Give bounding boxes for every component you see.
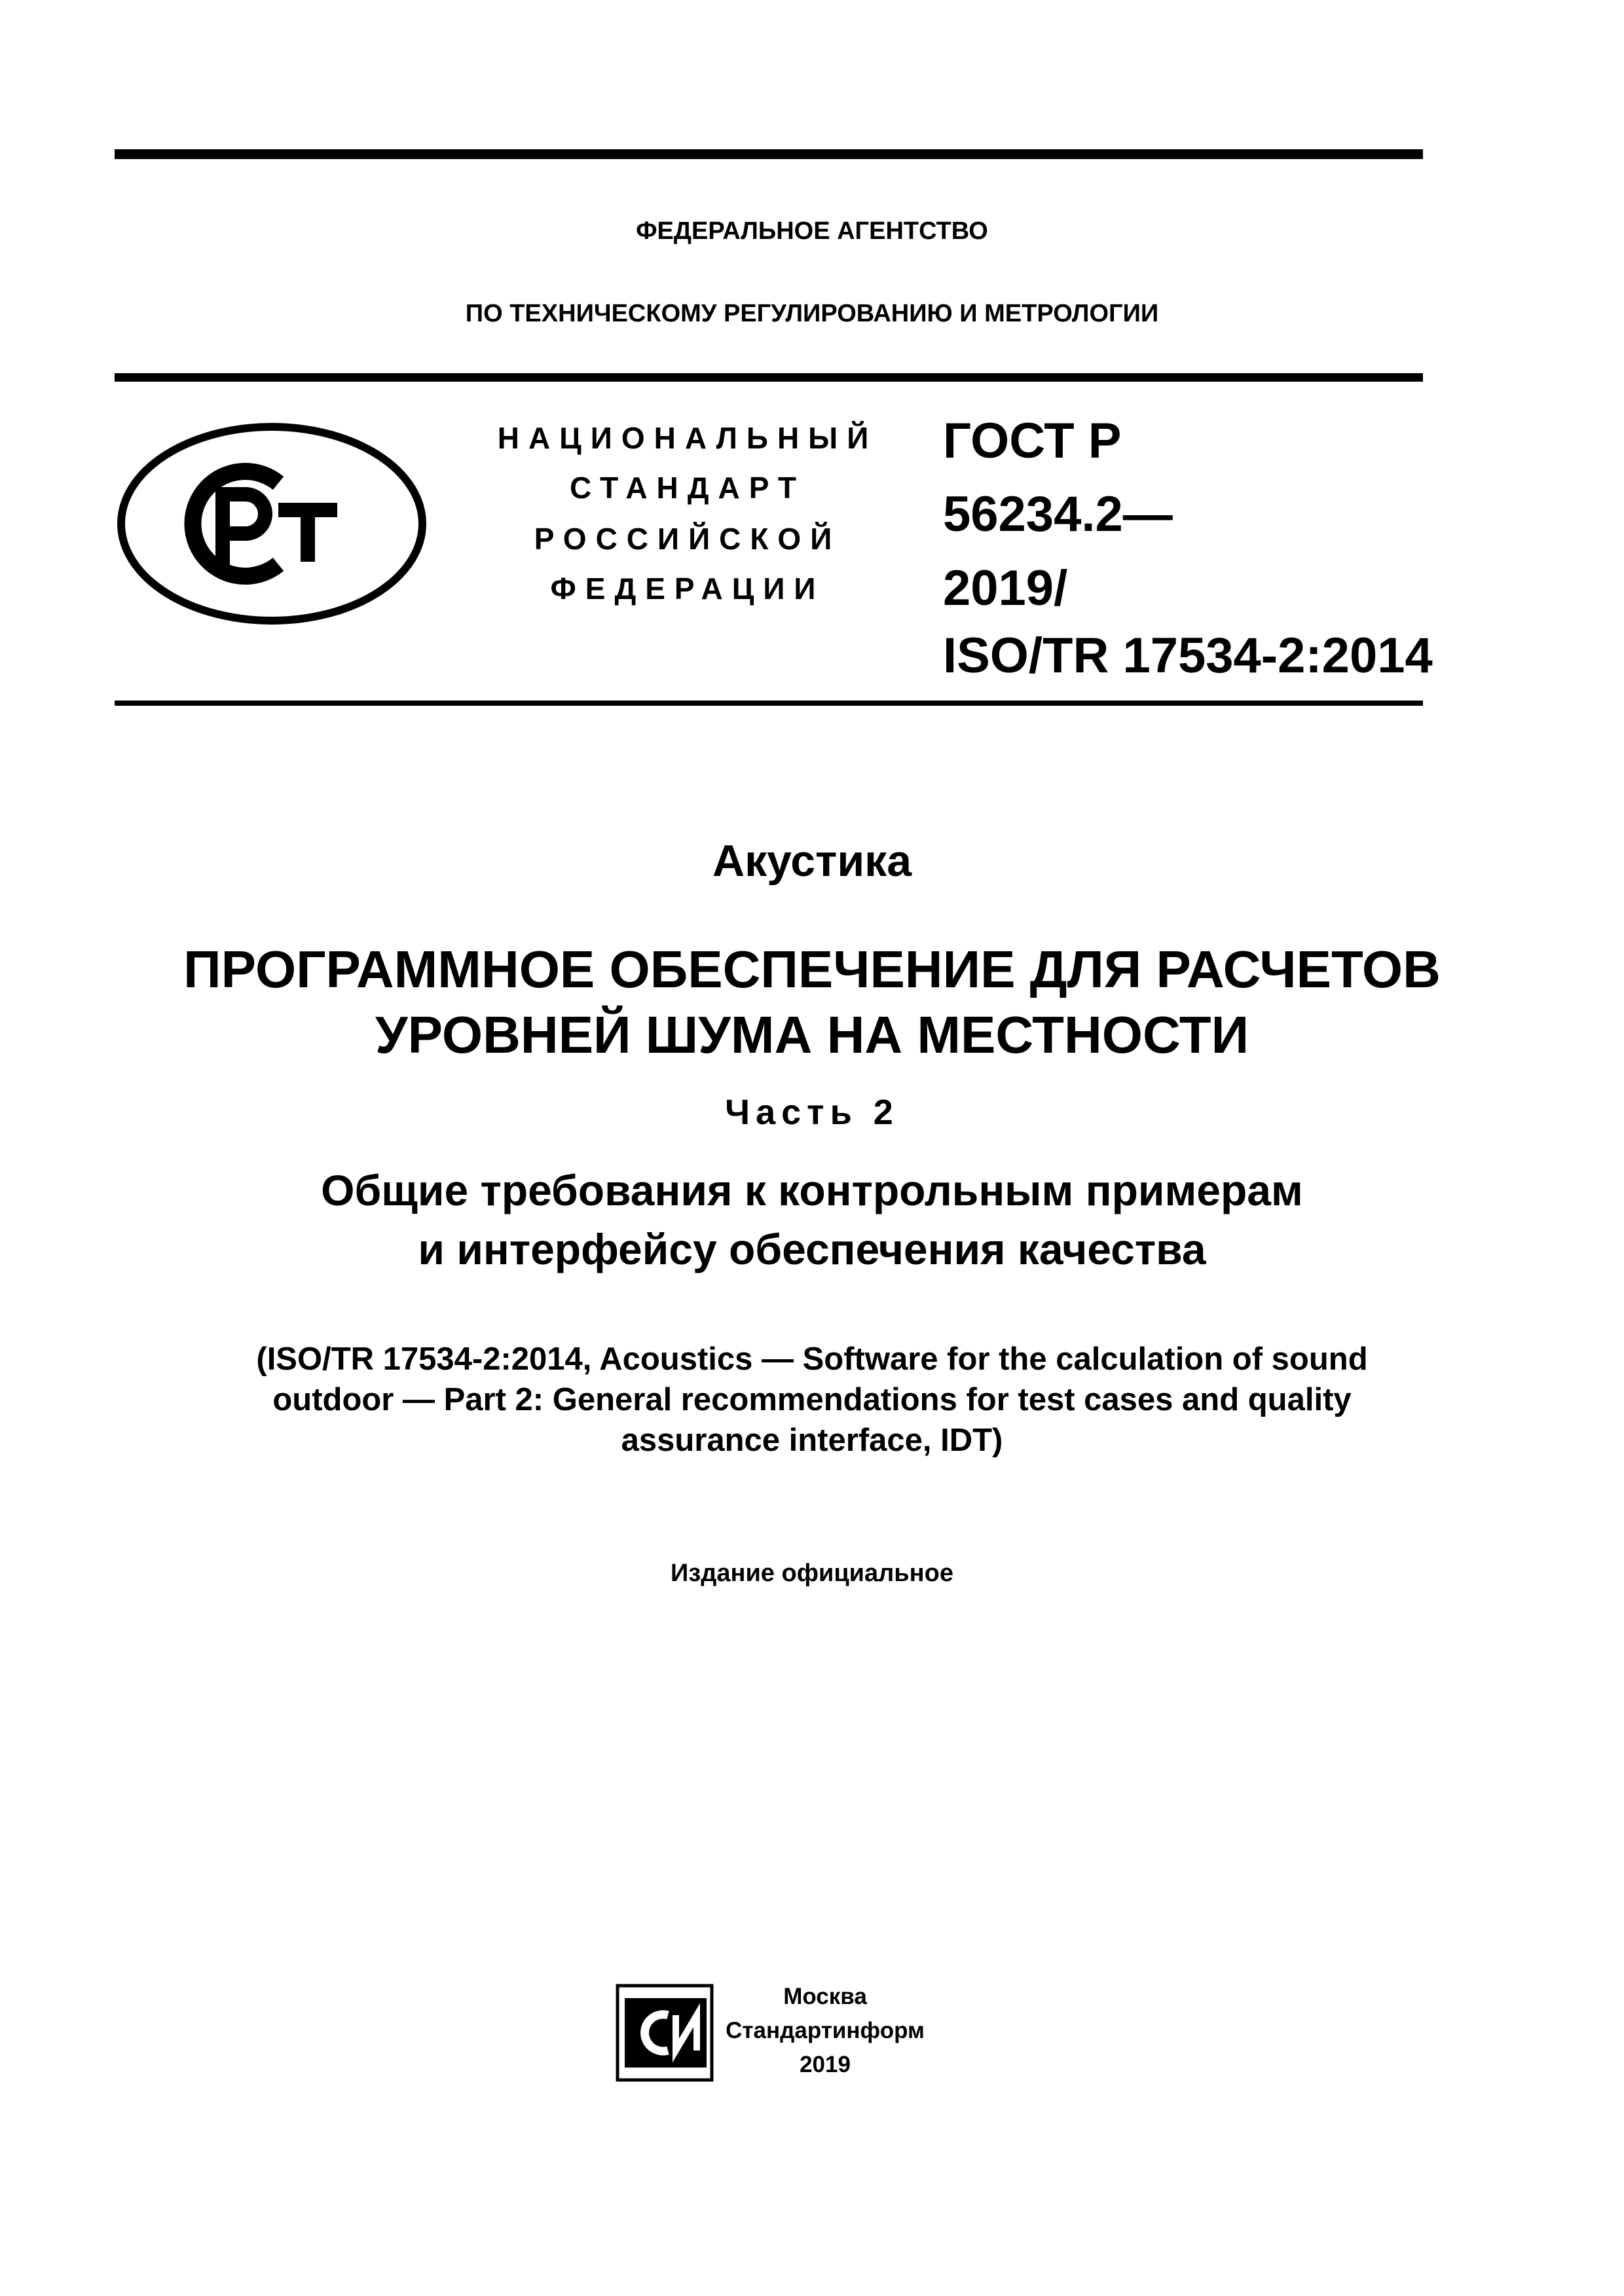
national-standard-line-1: НАЦИОНАЛЬНЫЙ [497, 421, 878, 455]
agency-line-1: ФЕДЕРАЛЬНОЕ АГЕНТСТВО [636, 217, 988, 245]
english-reference-line-3: assurance interface, IDT) [621, 1423, 1003, 1458]
main-title-line-1: ПРОГРАММНОЕ ОБЕСПЕЧЕНИЕ ДЛЯ РАСЧЕТОВ [183, 940, 1441, 998]
national-standard-line-4: ФЕДЕРАЦИИ [550, 572, 825, 606]
top-rule [115, 149, 1423, 159]
standartinform-logo-icon [616, 1984, 714, 2082]
designation-line-4: ISO/TR 17534-2:2014 [943, 628, 1433, 683]
subject-heading: Акустика [712, 836, 912, 886]
header-rule [115, 373, 1423, 382]
designation-rule [115, 701, 1423, 706]
national-standard-line-2: СТАНДАРТ [570, 471, 805, 505]
english-reference-line-2: outdoor — Part 2: General recommendations for test cases and quality [272, 1382, 1352, 1417]
edition-label: Издание официальное [671, 1559, 953, 1587]
designation-line-1: ГОСТ Р [943, 413, 1122, 469]
english-reference-line-1: (ISO/TR 17534-2:2014, Acoustics — Software for the calculation of sound [256, 1341, 1368, 1377]
designation-line-3: 2019/ [943, 560, 1068, 616]
publisher-name: Стандартинформ [726, 2018, 925, 2043]
subtitle-line-1: Общие требования к контрольным примерам [321, 1166, 1303, 1214]
publisher-city: Москва [783, 1984, 867, 2009]
designation-line-2: 56234.2— [943, 486, 1173, 542]
main-title-line-2: УРОВНЕЙ ШУМА НА МЕСТНОСТИ [375, 1006, 1249, 1064]
subtitle-line-2: и интерфейсу обеспечения качества [418, 1225, 1206, 1273]
publisher-year: 2019 [800, 2052, 851, 2077]
national-standard-line-3: РОССИЙСКОЙ [534, 522, 841, 556]
part-number: Часть 2 [725, 1093, 899, 1132]
rst-certification-mark-icon [115, 419, 429, 629]
agency-line-2: ПО ТЕХНИЧЕСКОМУ РЕГУЛИРОВАНИЮ И МЕТРОЛОГИИ [465, 300, 1159, 327]
